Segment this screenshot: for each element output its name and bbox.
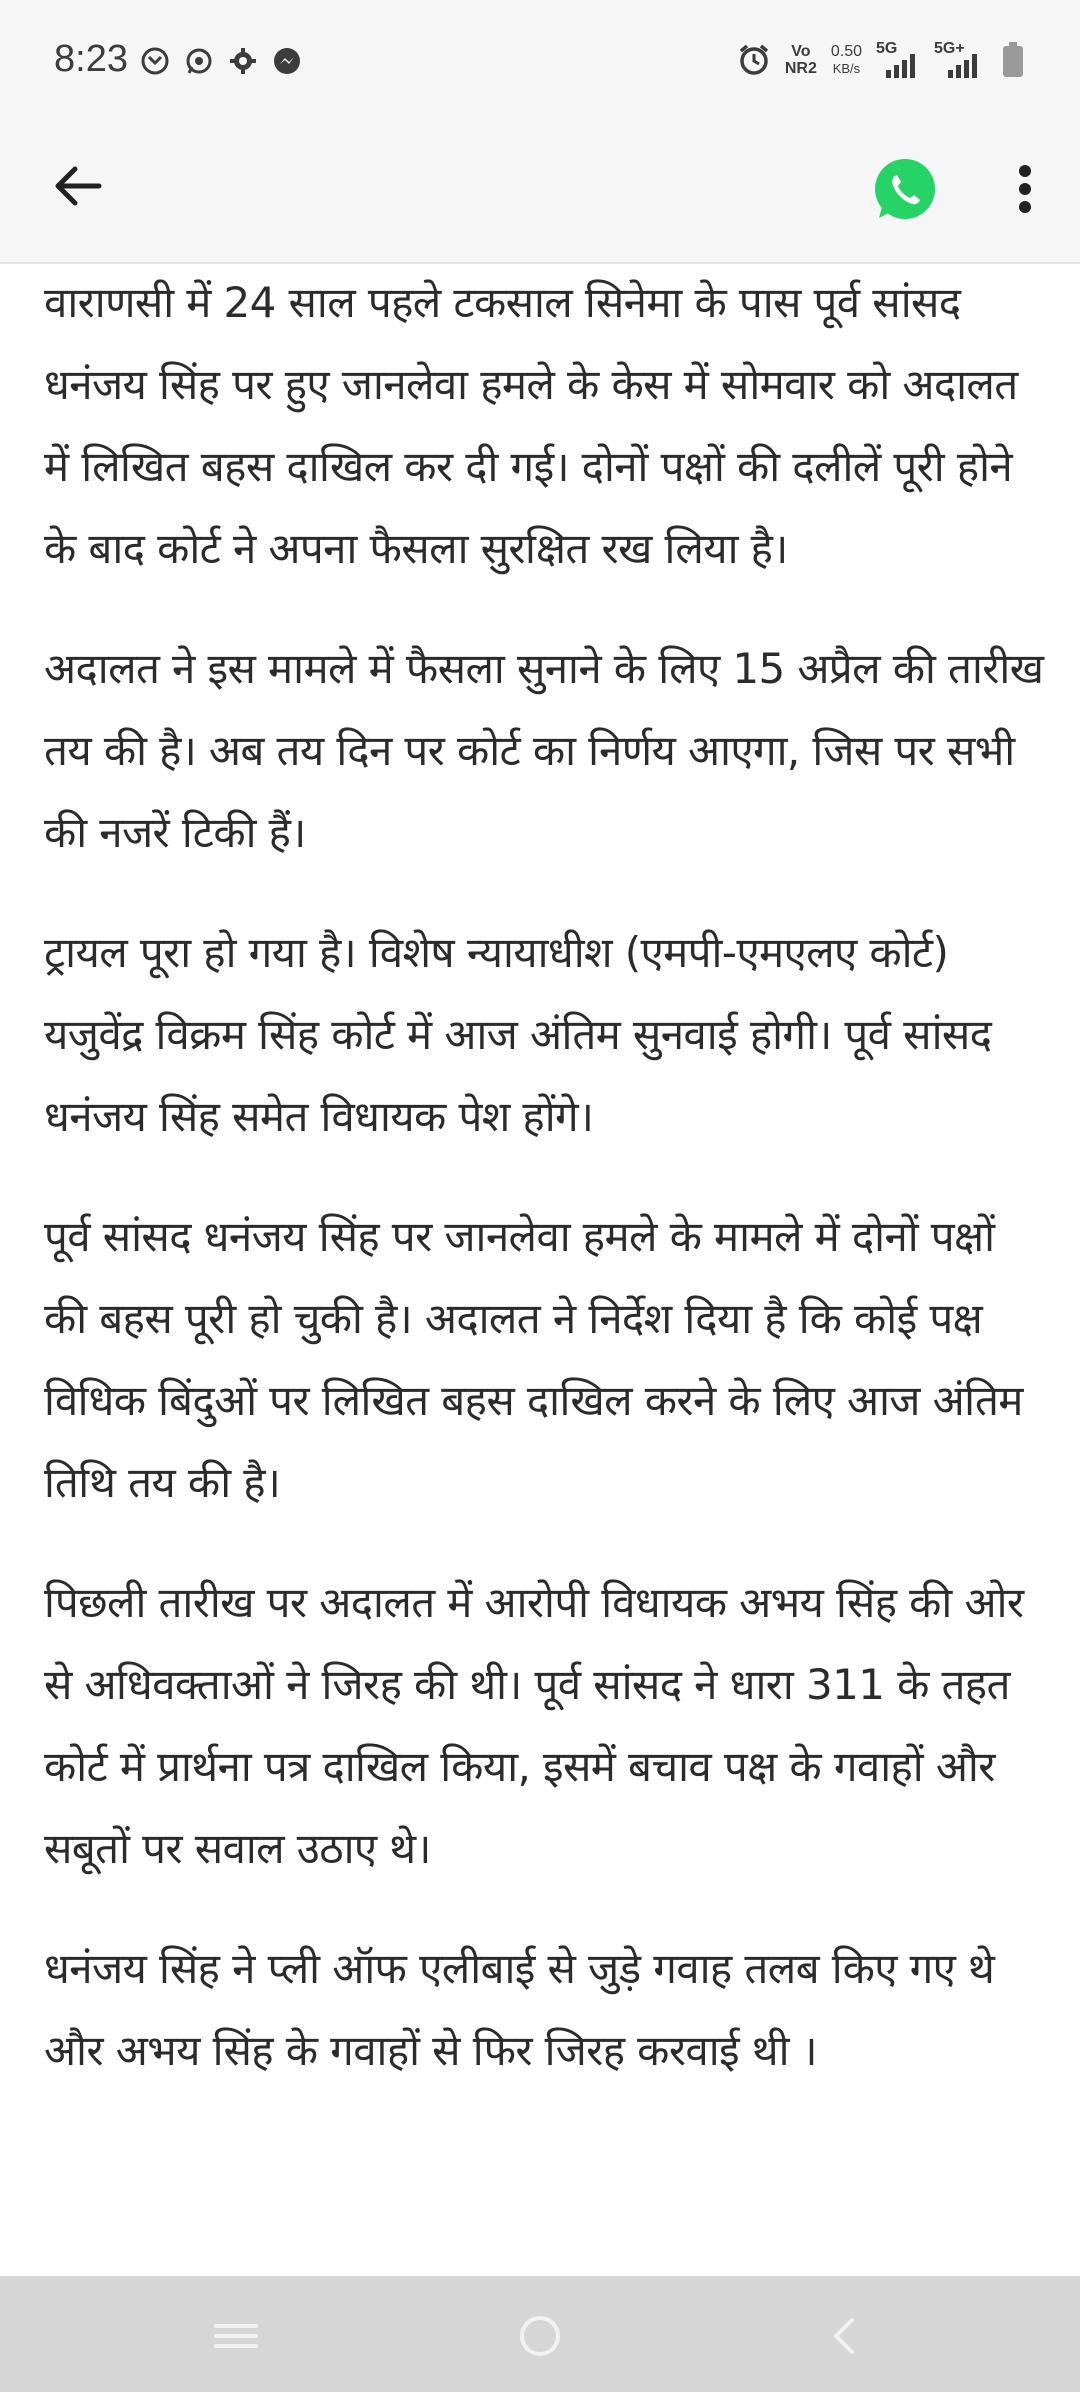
status-bar bbox=[0, 0, 1080, 130]
article-paragraph: ट्रायल पूरा हो गया है। विशेष न्यायाधीश (एमपी-एमएलए कोर्ट) यजुवेंद्र विक्रम सिंह कोर्ट में आज अंतिम सुनवाई होगी। पूर्व सांसद धनंजय सिंह समेत विधायक पेश होंगे। bbox=[44, 928, 992, 1141]
volte-indicator: Vo NR2 bbox=[784, 43, 817, 77]
status-notification-icons bbox=[140, 46, 302, 76]
article-body bbox=[44, 262, 1044, 2130]
status-time: 8:23 bbox=[54, 38, 128, 80]
system-nav-bar bbox=[0, 2276, 1080, 2392]
whatsapp-share-button[interactable] bbox=[870, 154, 940, 224]
home-button[interactable] bbox=[510, 2306, 570, 2366]
status-system-icons bbox=[737, 40, 1024, 80]
messenger-icon bbox=[272, 46, 302, 76]
app-bar bbox=[0, 130, 1080, 264]
recents-icon bbox=[206, 2306, 266, 2366]
home-icon bbox=[510, 2306, 570, 2366]
battery-icon bbox=[1002, 42, 1024, 78]
signal-sim1-label: 5G bbox=[876, 40, 898, 57]
nav-back-button[interactable] bbox=[814, 2306, 874, 2366]
whatsapp-share-icon bbox=[870, 154, 940, 224]
more-vert-icon bbox=[1018, 164, 1032, 214]
settings-icon bbox=[228, 46, 258, 76]
article-paragraph: वाराणसी में 24 साल पहले टकसाल सिनेमा के पास पूर्व सांसद धनंजय सिंह पर हुए जानलेवा हमले के केस में सोमवार को अदालत में लिखित बहस दाखिल कर दी गई। दोनों पक्षों की दलीलें पूरी होने के बाद कोर्ट ने अपना फैसला सुरक्षित रख लिया है। bbox=[44, 278, 1018, 573]
missed-call-icon bbox=[140, 46, 170, 76]
article-paragraph: अदालत ने इस मामले में फैसला सुनाने के लिए 15 अप्रैल की तारीख तय की है। अब तय दिन पर कोर्ट का निर्णय आएगा, जिस पर सभी की नजरें टिकी हैं। bbox=[44, 644, 1044, 857]
signal-bars-icon bbox=[934, 40, 988, 80]
back-button[interactable] bbox=[46, 154, 110, 218]
article-paragraph: पूर्व सांसद धनंजय सिंह पर जानलेवा हमले के मामले में दोनों पक्षों की बहस पूरी हो चुकी है। अदालत ने निर्देश दिया है कि कोई पक्ष विधिक बिंदुओं पर लिखित बहस दाखिल करने के लिए आज अंतिम तिथि तय की है। bbox=[44, 1212, 1023, 1507]
signal-sim2-label: 5G+ bbox=[934, 40, 965, 57]
article-paragraph: पिछली तारीख पर अदालत में आरोपी विधायक अभय सिंह की ओर से अधिवक्ताओं ने जिरह की थी। पूर्व सांसद ने धारा 311 के तहत कोर्ट में प्रार्थना पत्र दाखिल किया, इसमें बचाव पक्ष के गवाहों और सबूतों पर सवाल उठाए थे। bbox=[44, 1578, 1024, 1873]
signal-sim1 bbox=[876, 40, 920, 80]
back-icon bbox=[814, 2306, 874, 2366]
recents-button[interactable] bbox=[206, 2306, 266, 2366]
signal-bars-icon bbox=[876, 40, 920, 80]
network-speed: 0.50 KB/s bbox=[830, 43, 862, 76]
whatsapp-icon bbox=[184, 46, 214, 76]
more-options-button[interactable] bbox=[1000, 154, 1050, 224]
article-paragraph: धनंजय सिंह ने प्ली ऑफ एलीबाई से जुड़े गवाह तलब किए गए थे और अभय सिंह के गवाहों से फिर जिरह करवाई थी । bbox=[44, 1944, 995, 2075]
signal-sim2 bbox=[934, 40, 988, 80]
alarm-icon bbox=[737, 43, 771, 77]
back-arrow-icon bbox=[53, 161, 103, 211]
